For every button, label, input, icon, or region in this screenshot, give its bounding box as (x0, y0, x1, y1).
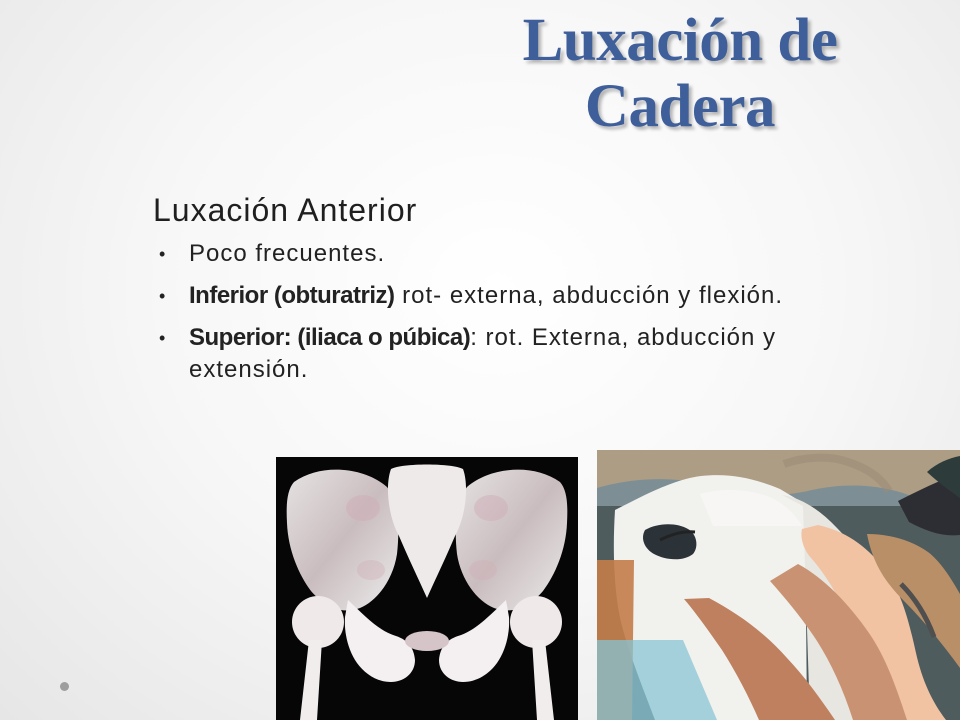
slide-subtitle: Luxación Anterior (153, 192, 418, 228)
patient-image (597, 450, 960, 720)
title-line-1: Luxación de (522, 7, 838, 74)
bullet-icon: • (159, 328, 167, 348)
pelvis-image (276, 457, 578, 720)
bullet-item-3 (153, 322, 843, 386)
bullet-icon: • (159, 244, 167, 264)
bullet-2-bold: Inferior (obturatriz) (189, 282, 395, 309)
bullet-1-text: Poco frecuentes. (189, 240, 386, 267)
slide-title (430, 8, 930, 140)
bullet-list (153, 238, 843, 386)
bullet-2-text: rot- externa, abducción y flexión. (394, 282, 784, 309)
bullet-icon: • (159, 286, 167, 306)
bullet-item-1 (153, 238, 843, 270)
bullet-3-bold: Superior: (iliaca o púbica) (189, 324, 471, 351)
slide-content (153, 188, 843, 396)
bullet-3-text: : rot. Externa, abducción y extensión. (189, 324, 777, 383)
decorative-dot-icon (60, 682, 69, 691)
bullet-item-2 (153, 280, 843, 312)
title-line-2: Cadera (584, 73, 776, 140)
